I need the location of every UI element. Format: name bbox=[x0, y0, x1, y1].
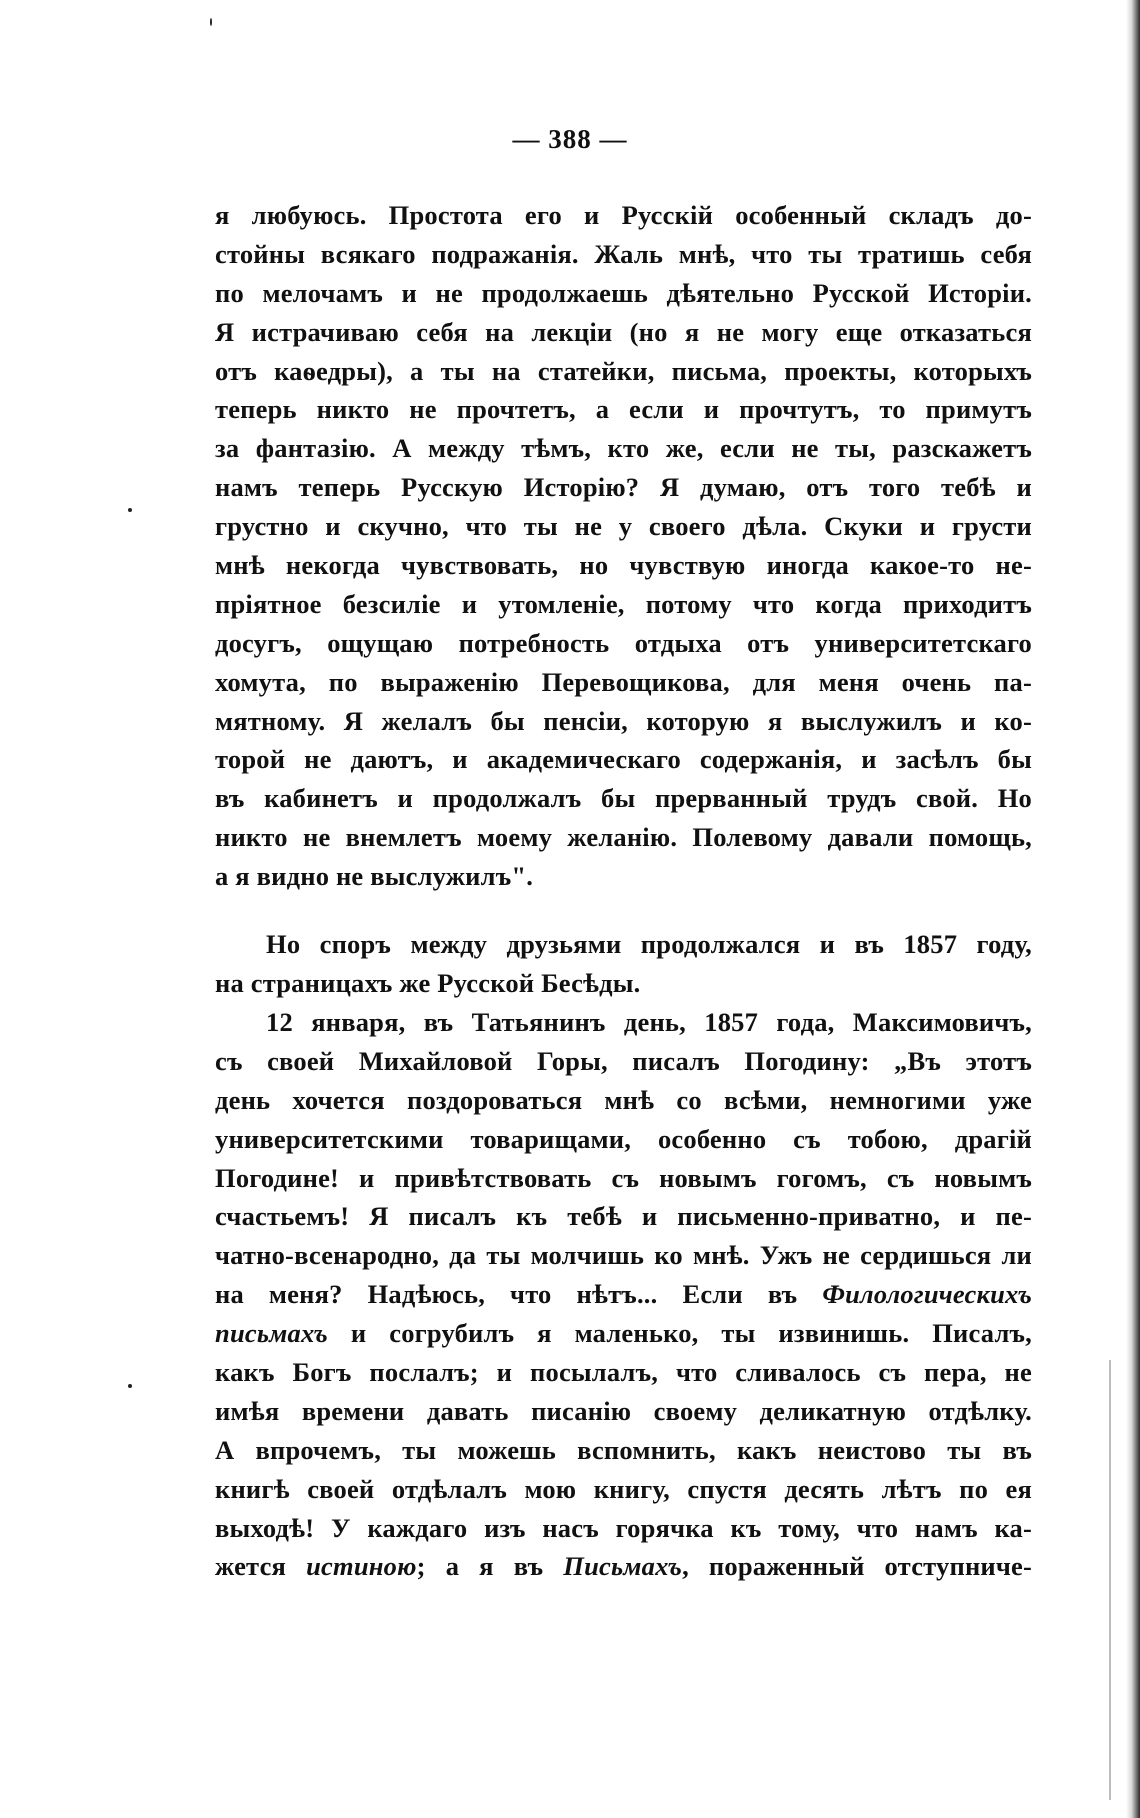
text-line bbox=[215, 1275, 1032, 1314]
page-number: — 388 — bbox=[512, 124, 628, 154]
text-line: по мелочамъ и не продолжаешь дѣятельно Русской Исторіи. bbox=[215, 277, 1032, 308]
text-segment: жется bbox=[215, 1551, 287, 1582]
text-line bbox=[215, 1314, 1032, 1353]
text-line: за фантазію. А между тѣмъ, кто же, если не ты, разскажетъ bbox=[215, 433, 1032, 464]
italic-title: Филологическихъ bbox=[822, 1279, 1032, 1310]
text-line: Я истрачиваю себя на лекціи (но я не могу еще отказаться bbox=[215, 316, 1032, 347]
italic-word: истиною bbox=[306, 1551, 417, 1582]
text-line: Но споръ между друзьями продолжался и въ 1857 году, bbox=[266, 929, 1032, 959]
italic-title: Письмахъ bbox=[563, 1551, 683, 1582]
text-line: день хочется поздороваться мнѣ со всѣми, немногими уже bbox=[215, 1084, 1032, 1115]
text-line: на страницахъ же Русской Бесѣды. bbox=[215, 967, 641, 998]
text-line: никто не внемлетъ моему желанію. Полевому давали помощь, bbox=[215, 822, 1032, 853]
text-line: университетскими товарищами, особенно съ тобою, драгій bbox=[215, 1123, 1032, 1154]
text-line: какъ Богъ послалъ; и посылалъ, что сливалось съ пера, не bbox=[215, 1357, 1032, 1388]
text-line: мятному. Я желалъ бы пенсіи, которую я выслужилъ и ко- bbox=[215, 705, 1032, 736]
text-segment: , пораженный отступниче- bbox=[682, 1551, 1033, 1582]
text-line: чатно-всенародно, да ты молчишь ко мнѣ. Ужъ не сердишься ли bbox=[215, 1240, 1032, 1271]
text-line: а я видно не выслужилъ". bbox=[215, 861, 534, 892]
text-segment: ; а я въ bbox=[416, 1551, 544, 1582]
italic-title: письмахъ bbox=[215, 1318, 328, 1349]
text-line: я любуюсь. Простота его и Русскій особенный складъ до- bbox=[215, 200, 1032, 230]
scan-speck bbox=[128, 1384, 132, 1388]
text-line: 12 января, въ Татьянинъ день, 1857 года, Максимовичъ, bbox=[266, 1007, 1032, 1037]
text-line: въ кабинетъ и продолжалъ бы прерванный трудъ свой. Но bbox=[215, 783, 1032, 814]
text-line: книгѣ своей отдѣлалъ мою книгу, спустя десять лѣтъ по ея bbox=[215, 1473, 1032, 1504]
text-line: мнѣ некогда чувствовать, но чувствую иногда какое-то не- bbox=[215, 550, 1032, 581]
paragraph-letter-continuation bbox=[215, 196, 1032, 896]
text-line bbox=[215, 1547, 1032, 1586]
text-line: намъ теперь Русскую Исторію? Я думаю, отъ того тебѣ и bbox=[215, 472, 1032, 503]
text-line: отъ каѳедры), а ты на статейки, письма, проекты, которыхъ bbox=[215, 355, 1032, 386]
text-line: хомута, по выраженію Перевощикова, для меня очень па- bbox=[215, 666, 1032, 697]
text-line: грустно и скучно, что ты не у своего дѣла. Скуки и грусти bbox=[215, 511, 1032, 542]
text-segment: на меня? Надѣюсь, что нѣтъ... Если въ bbox=[215, 1279, 798, 1310]
text-segment: и согрубилъ я маленько, ты извинишь. Писалъ, bbox=[350, 1318, 1033, 1349]
text-line: съ своей Михайловой Горы, писалъ Погодину: „Въ этотъ bbox=[215, 1045, 1032, 1076]
scan-margin-line bbox=[1109, 1360, 1111, 1800]
text-line: имѣя времени давать писанію своему деликатную отдѣлку. bbox=[215, 1395, 1032, 1426]
text-line: стойны всякаго подражанія. Жаль мнѣ, что ты тратишь себя bbox=[215, 238, 1032, 269]
text-line: пріятное безсиліе и утомленіе, потому что когда приходитъ bbox=[215, 588, 1032, 619]
scan-speck bbox=[128, 508, 132, 512]
text-line: Погодине! и привѣтствовать съ новымъ гогомъ, съ новымъ bbox=[215, 1162, 1032, 1193]
text-line: теперь никто не прочтетъ, а если и прочтутъ, то примутъ bbox=[215, 394, 1032, 425]
paragraph-dispute bbox=[215, 925, 1032, 1003]
page-edge-shadow bbox=[1126, 0, 1140, 1818]
text-line: выходѣ! У каждаго изъ насъ горячка къ тому, что намъ ка- bbox=[215, 1512, 1032, 1543]
scan-speck bbox=[210, 18, 212, 26]
text-line: А впрочемъ, ты можешь вспомнить, какъ неистово ты въ bbox=[215, 1434, 1032, 1465]
paragraph-maksimovich-letter bbox=[215, 1003, 1032, 1586]
text-line: счастьемъ! Я писалъ къ тебѣ и письменно-приватно, и пе- bbox=[215, 1201, 1032, 1232]
text-line: торой не даютъ, и академическаго содержанія, и засѣлъ бы bbox=[215, 744, 1032, 775]
text-line: досугъ, ощущаю потребность отдыха отъ университетскаго bbox=[215, 627, 1032, 658]
